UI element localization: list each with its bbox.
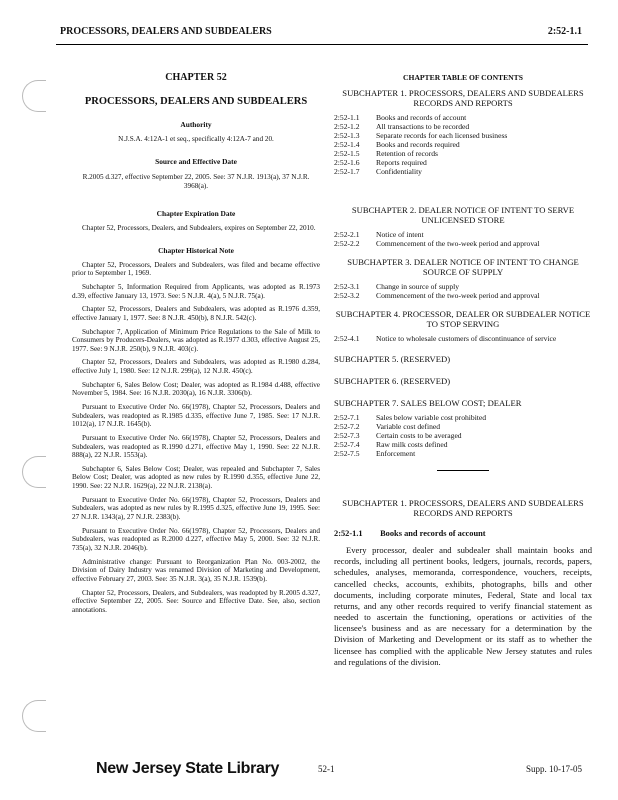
toc-entry-number: 2:52-2.1	[334, 230, 360, 240]
history-paragraph: Chapter 52, Processors, Dealers, and Subdealers, was readopted by R.2005 d.327, effective September 22, 2005. See: Source and Effective Date. See, also, section annotations.	[72, 588, 320, 614]
toc-entry-number: 2:52-7.5	[334, 449, 360, 459]
punch-hole-mark	[22, 456, 46, 488]
toc-entry-label: Commencement of the two-week period and approval	[376, 291, 540, 301]
toc-entry[interactable]	[334, 167, 592, 176]
toc-entry-label: Change in source of supply	[376, 282, 460, 292]
toc-subchapter-heading: SUBCHAPTER 6. (RESERVED)	[334, 376, 451, 387]
toc-entry-label: Notice to wholesale customers of discontinuance of service	[376, 334, 557, 344]
header-section-number: 2:52-1.1	[547, 26, 582, 37]
history-paragraph: Chapter 52, Processors, Dealers and Subdealers, was filed and became effective prior to September 1, 1969.	[72, 260, 320, 278]
toc-subchapter-heading: SUBCHAPTER 7. SALES BELOW COST; DEALER	[334, 398, 522, 409]
toc-entry-label: Certain costs to be averaged	[376, 431, 462, 441]
toc-entry-label: Reports required	[376, 158, 427, 168]
history-paragraph: Subchapter 6, Sales Below Cost; Dealer, was repealed and Subchapter 7, Sales Below Cost; Dealer, was adopted as new rules by R.1990 d.355, effective June 22, 1990. See: 22 N.J.R. 1629(a), 22 N.J.R. 2138(a).	[72, 464, 320, 491]
toc-entry-number: 2:52-1.5	[334, 149, 360, 159]
toc-entry[interactable]	[334, 334, 592, 343]
toc-list	[334, 113, 592, 177]
history-paragraph: Pursuant to Executive Order No. 66(1978), Chapter 52, Processors, Dealers and Subdealers, was readopted as R.1990 d.271, effective May 1, 1990. See: 22 N.J.R. 888(a), 22 N.J.R. 1553(a).	[72, 433, 320, 460]
toc-entry[interactable]	[334, 158, 592, 167]
toc-entry-number: 2:52-7.4	[334, 440, 360, 450]
toc-entry-number: 2:52-3.2	[334, 291, 360, 301]
toc-entry[interactable]	[334, 422, 592, 431]
running-header	[0, 0, 618, 42]
toc-entry-number: 2:52-1.4	[334, 140, 360, 150]
toc-entry[interactable]	[334, 140, 592, 149]
punch-hole-mark	[22, 700, 46, 732]
rule-number: 2:52-1.1	[334, 529, 363, 539]
rule-heading	[334, 529, 592, 539]
authority-heading: Authority	[180, 119, 212, 129]
history-paragraph: Pursuant to Executive Order No. 66(1978), Chapter 52, Processors, Dealers and Subdealers, was readopted as R.2000 d.227, effective May 5, 2000. See: 32 N.J.R. 735(a), 32 N.J.R. 2046(b).	[72, 526, 320, 552]
toc-entry-label: Separate records for each licensed business	[376, 130, 508, 140]
page-number: 52-1	[318, 764, 335, 774]
subchapter-title: SUBCHAPTER 1. PROCESSORS, DEALERS AND SUBDEALERS RECORDS AND REPORTS	[342, 498, 584, 519]
toc-entry-number: 2:52-1.3	[334, 130, 360, 140]
toc-list	[334, 230, 592, 248]
toc-entry-label: Confidentiality	[376, 167, 422, 177]
toc-entry-label: Books and records required	[376, 140, 460, 150]
toc-entry-number: 2:52-2.2	[334, 239, 360, 249]
toc-entry[interactable]	[334, 431, 592, 440]
toc-entry[interactable]	[334, 440, 592, 449]
toc-entry[interactable]	[334, 449, 592, 458]
page-footer	[0, 760, 618, 784]
toc-entry[interactable]	[334, 131, 592, 140]
history-paragraph: Pursuant to Executive Order No. 66(1978), Chapter 52, Processors, Dealers and Subdealers, was readopted as R.1985 d.335, effective June 7, 1985. See: 17 N.J.R. 1012(a), 17 N.J.R. 1645(b).	[72, 402, 320, 429]
header-rule	[56, 44, 588, 45]
toc-subchapter-heading: SUBCHAPTER 3. DEALER NOTICE OF INTENT TO CHANGE SOURCE OF SUPPLY	[347, 257, 579, 278]
punch-hole-mark	[22, 80, 46, 112]
toc-entry[interactable]	[334, 291, 592, 300]
toc-entry-label: Commencement of the two-week period and approval	[376, 239, 540, 249]
history-paragraph: Subchapter 5, Information Required from Applicants, was adopted as R.1973 d.39, effective January 13, 1973. See: 5 N.J.R. 4(a), 5 N.J.R. 75(a).	[72, 282, 320, 300]
history-paragraph: Subchapter 6, Sales Below Cost; Dealer, was adopted as R.1984 d.488, effective November 5, 1984. See: 16 N.J.R. 2030(a), 16 N.J.R. 3306(b).	[72, 380, 320, 398]
expiration-heading: Chapter Expiration Date	[156, 209, 236, 219]
toc-entry[interactable]	[334, 413, 592, 422]
toc-entry[interactable]	[334, 282, 592, 291]
toc-entry[interactable]	[334, 230, 592, 239]
toc-entry-label: Retention of records	[376, 149, 438, 159]
toc-entry-label: Notice of intent	[376, 230, 424, 240]
toc-entry[interactable]	[334, 239, 592, 248]
toc-entry-number: 2:52-7.1	[334, 412, 360, 422]
toc-subchapter-heading: SUBCHAPTER 5. (RESERVED)	[334, 354, 451, 365]
toc-list	[334, 282, 592, 300]
expiration-text: Chapter 52, Processors, Dealers, and Subdealers, expires on September 22, 2010.	[82, 224, 316, 233]
toc-title: CHAPTER TABLE OF CONTENTS	[403, 73, 523, 82]
toc-entry-number: 2:52-1.1	[334, 112, 360, 122]
toc-entry-number: 2:52-1.6	[334, 158, 360, 168]
history-heading: Chapter Historical Note	[158, 245, 234, 255]
toc-entry-number: 2:52-1.7	[334, 167, 360, 177]
toc-subchapter-heading: SUBCHAPTER 2. DEALER NOTICE OF INTENT TO SERVE UNLICENSED STORE	[351, 205, 575, 226]
library-stamp: New Jersey State Library	[96, 760, 280, 777]
chapter-number: CHAPTER 52	[165, 72, 227, 83]
rule-title: Books and records of account	[380, 529, 486, 539]
toc-entry-number: 2:52-4.1	[334, 334, 360, 344]
toc-entry[interactable]	[334, 113, 592, 122]
toc-subchapter-heading: SUBCHAPTER 4. PROCESSOR, DEALER OR SUBDEALER NOTICE TO STOP SERVING	[335, 309, 591, 330]
toc-entry-label: Variable cost defined	[376, 422, 441, 431]
toc-entry-number: 2:52-7.3	[334, 431, 360, 441]
history-paragraph: Administrative change: Pursuant to Reorganization Plan No. 003-2002, the Division of Dairy Industry was renamed Division of Marketing and Development, effective February 27, 2003. See: 35 N.J.R. 3(a), 35 N.J.R. 1539(b).	[72, 557, 320, 583]
toc-entry[interactable]	[334, 122, 592, 131]
history-paragraph: Subchapter 7, Application of Minimum Price Regulations to the Sale of Milk to Consumers by Producers-Dealers, was adopted as R.1977 d.303, effective August 25, 1977. See: 9 N.J.R. 250(b), 9 N.J.R. 403(c).	[72, 327, 320, 353]
rule-body: Every processor, dealer and subdealer shall maintain books and records, including all pertinent books, ledgers, journals, records, papers, schedules, analyses, memoranda, correspondence, vouchers, receipts, cancelled checks, accounts, exhibits, photographs, bills and other documents, including corporate minutes, Federal, State and local tax returns, and any other records required to verify financial statement as needed to ascertain the functioning, operations or activities of the licensee's business and as are necessary for a determination by the Division of Marketing and Development or its staff as to whether the licensee has complied with the applicable New Jersey statutes and rules and regulations of the division.	[334, 545, 592, 667]
toc-entry-label: Enforcement	[376, 449, 416, 459]
right-column	[334, 68, 592, 668]
toc-entry-label: Raw milk costs defined	[376, 440, 448, 450]
history-paragraph: Chapter 52, Processors, Dealers and Subdealers, was adopted as R.1980 d.284, effective July 1, 1980. See: 12 N.J.R. 299(a), 12 N.J.R. 450(c).	[72, 358, 320, 376]
toc-entry[interactable]	[334, 149, 592, 158]
source-heading: Source and Effective Date	[155, 157, 237, 167]
toc-entry-number: 2:52-7.2	[334, 422, 360, 431]
toc-entry-label: Books and records of account	[376, 112, 467, 122]
toc-subchapter-heading: SUBCHAPTER 1. PROCESSORS, DEALERS AND SUBDEALERS RECORDS AND REPORTS	[342, 87, 584, 108]
history-paragraph: Pursuant to Executive Order No. 66(1978), Chapter 52, Processors, Dealers and Subdealers, was adopted as new rules by R.1995 d.325, effective June 19, 1995. See: 27 N.J.R. 1343(a), 27 N.J.R. 2383(b).	[72, 495, 320, 522]
supplement-date: Supp. 10-17-05	[526, 764, 582, 774]
authority-text: N.J.S.A. 4:12A-1 et seq., specifically 4:12A-7 and 20.	[118, 135, 274, 144]
history-notes	[72, 261, 320, 615]
header-title: PROCESSORS, DEALERS AND SUBDEALERS	[60, 26, 272, 37]
chapter-title: PROCESSORS, DEALERS AND SUBDEALERS	[84, 96, 308, 107]
toc-end-rule	[437, 470, 489, 471]
left-column	[72, 68, 320, 614]
toc-entry-number: 2:52-3.1	[334, 282, 360, 292]
toc-entry-label: All transactions to be recorded	[376, 121, 470, 131]
history-paragraph: Chapter 52, Processors, Dealers and Subdealers, was adopted as R.1976 d.359, effective January 1, 1977. See: 8 N.J.R. 450(b), 8 N.J.R. 542(c).	[72, 305, 320, 322]
toc-entry-label: Sales below variable cost prohibited	[376, 412, 487, 422]
toc-list	[334, 413, 592, 459]
toc-entry-number: 2:52-1.2	[334, 121, 360, 131]
source-text: R.2005 d.327, effective September 22, 2005. See: 37 N.J.R. 1913(a), 37 N.J.R. 3968(a).	[82, 172, 310, 190]
toc-list	[334, 334, 592, 343]
